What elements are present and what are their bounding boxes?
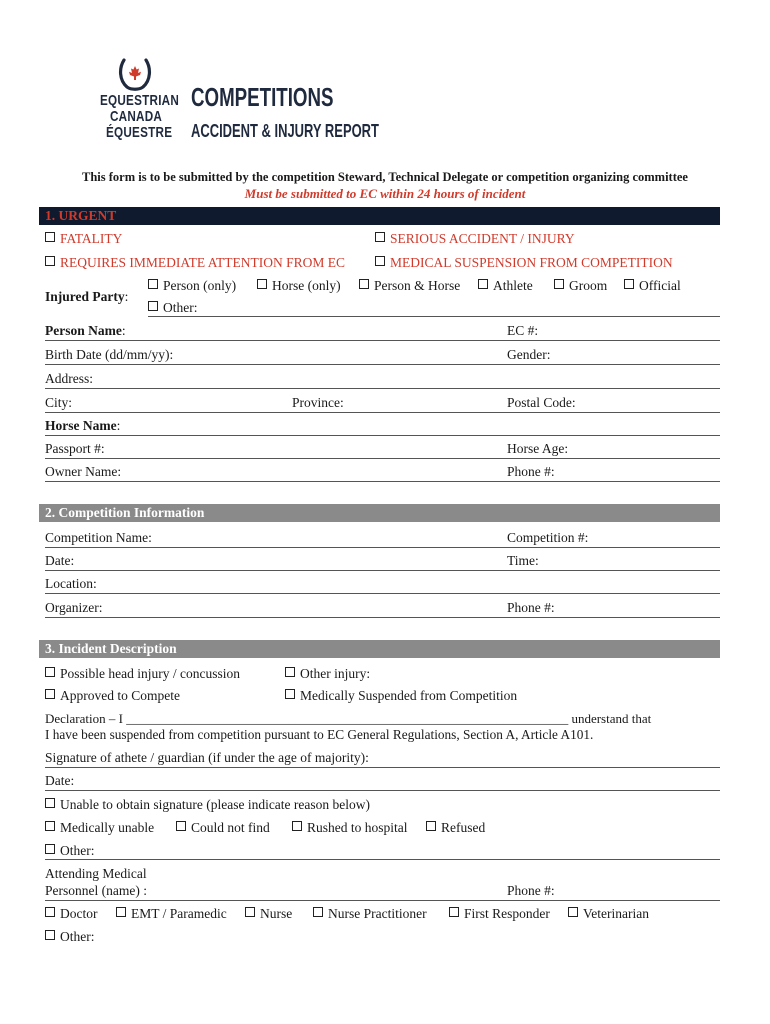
checkbox-square-icon	[554, 279, 564, 289]
competition-name-line	[45, 547, 720, 548]
personnel-other-checkbox[interactable]: Other:	[45, 929, 95, 945]
checkbox-square-icon	[359, 279, 369, 289]
competition-time-label: Time:	[507, 553, 539, 568]
serious-accident-checkbox[interactable]	[375, 231, 575, 247]
checkbox-square-icon	[148, 301, 158, 311]
party-horse-only-checkbox[interactable]: Horse (only)	[257, 278, 341, 294]
personnel-doctor-checkbox[interactable]: Doctor	[45, 906, 98, 922]
person-name-line	[45, 340, 720, 341]
checkbox-square-icon	[449, 907, 459, 917]
logo-line-3: ÉQUESTRE	[106, 124, 173, 141]
checkbox-square-icon	[45, 821, 55, 831]
signature-label: Signature of athete / guardian (if under the age of majority):	[45, 750, 369, 765]
checkbox-square-icon	[478, 279, 488, 289]
postal-code-label: Postal Code:	[507, 395, 576, 410]
declaration-line-2: I have been suspended from competition pursuant to EC General Regulations, Section A, Article A101.	[45, 727, 594, 742]
page-subtitle: ACCIDENT & INJURY REPORT	[191, 121, 379, 141]
section-1-heading	[39, 207, 720, 225]
passport-label: Passport #:	[45, 441, 105, 456]
deadline-text: Must be submitted to EC within 24 hours of incident	[244, 186, 526, 201]
competition-name-label: Competition Name:	[45, 530, 152, 545]
party-other-line	[148, 316, 720, 317]
reason-could-not-find-checkbox[interactable]: Could not find	[176, 820, 270, 836]
section-3-heading	[39, 640, 720, 658]
other-injury-checkbox[interactable]: Other injury:	[285, 666, 370, 682]
checkbox-square-icon	[624, 279, 634, 289]
checkbox-square-icon	[45, 256, 55, 266]
person-name-label: Person Name:	[45, 323, 126, 338]
checkbox-square-icon	[257, 279, 267, 289]
competition-date-label: Date:	[45, 553, 75, 568]
fatality-checkbox[interactable]	[45, 231, 122, 247]
address-line	[45, 388, 720, 389]
checkbox-square-icon	[45, 930, 55, 940]
checkbox-square-icon	[426, 821, 436, 831]
section-3-heading-label: 3. Incident Description	[45, 641, 177, 656]
passport-line	[45, 458, 720, 459]
reason-rushed-hospital-checkbox[interactable]: Rushed to hospital	[292, 820, 408, 836]
injured-party-label: Injured Party:	[45, 289, 129, 304]
declaration-line-1: Declaration – I ____________________________________________________________________ understand that	[45, 711, 652, 726]
horseshoe-maple-leaf-icon	[118, 58, 152, 92]
section-1-heading-label: 1. URGENT	[45, 208, 117, 223]
medically-suspended-checkbox[interactable]: Medically Suspended from Competition	[285, 688, 517, 704]
signature-line	[45, 767, 720, 768]
birth-date-line	[45, 364, 720, 365]
location-line	[45, 593, 720, 594]
approved-checkbox[interactable]: Approved to Compete	[45, 688, 180, 704]
serious-accident-label: SERIOUS ACCIDENT / INJURY	[390, 231, 575, 246]
party-official-checkbox[interactable]: Official	[624, 278, 681, 294]
ec-number-label: EC #:	[507, 323, 539, 338]
owner-name-line	[45, 481, 720, 482]
checkbox-square-icon	[375, 232, 385, 242]
personnel-nurse-practitioner-checkbox[interactable]: Nurse Practitioner	[313, 906, 427, 922]
checkbox-square-icon	[245, 907, 255, 917]
organizer-line	[45, 617, 720, 618]
checkbox-square-icon	[45, 907, 55, 917]
personnel-nurse-checkbox[interactable]: Nurse	[245, 906, 292, 922]
medical-suspension-label: MEDICAL SUSPENSION FROM COMPETITION	[390, 255, 673, 270]
owner-name-label: Owner Name:	[45, 464, 122, 479]
checkbox-square-icon	[45, 232, 55, 242]
city-label: City:	[45, 395, 73, 410]
checkbox-square-icon	[116, 907, 126, 917]
organizer-label: Organizer:	[45, 600, 103, 615]
checkbox-square-icon	[45, 667, 55, 677]
reason-other-line	[45, 859, 720, 860]
checkbox-square-icon	[285, 667, 295, 677]
personnel-emt-checkbox[interactable]: EMT / Paramedic	[116, 906, 227, 922]
reason-refused-checkbox[interactable]: Refused	[426, 820, 485, 836]
checkbox-square-icon	[313, 907, 323, 917]
competition-date-line	[45, 570, 720, 571]
horse-age-label: Horse Age:	[507, 441, 569, 456]
attending-phone-label: Phone #:	[507, 883, 555, 898]
instruction-text: This form is to be submitted by the competition Steward, Technical Delegate or competition organizing committee	[82, 170, 688, 184]
page-title: COMPETITIONS	[191, 82, 334, 112]
party-athlete-checkbox[interactable]: Athlete	[478, 278, 533, 294]
logo-line-1: EQUESTRIAN	[100, 92, 180, 109]
checkbox-square-icon	[176, 821, 186, 831]
birth-date-label: Birth Date (dd/mm/yy):	[45, 347, 174, 362]
province-label: Province:	[292, 395, 344, 410]
requires-attention-label: REQUIRES IMMEDIATE ATTENTION FROM EC	[60, 255, 345, 270]
reason-medically-unable-checkbox[interactable]: Medically unable	[45, 820, 154, 836]
checkbox-square-icon	[568, 907, 578, 917]
personnel-veterinarian-checkbox[interactable]: Veterinarian	[568, 906, 649, 922]
party-person-only-checkbox[interactable]: Person (only)	[148, 278, 236, 294]
city-line	[45, 412, 720, 413]
gender-label: Gender:	[507, 347, 551, 362]
personnel-first-responder-checkbox[interactable]: First Responder	[449, 906, 550, 922]
checkbox-square-icon	[45, 798, 55, 808]
party-other-checkbox[interactable]: Other:	[148, 300, 198, 316]
section-2-heading	[39, 504, 720, 522]
reason-other-checkbox[interactable]: Other:	[45, 843, 95, 859]
signature-date-label: Date:	[45, 773, 75, 788]
organizer-phone-label: Phone #:	[507, 600, 555, 615]
competition-number-label: Competition #:	[507, 530, 589, 545]
checkbox-square-icon	[45, 844, 55, 854]
checkbox-square-icon	[148, 279, 158, 289]
checkbox-square-icon	[375, 256, 385, 266]
checkbox-square-icon	[285, 689, 295, 699]
attending-line-2: Personnel (name) :	[45, 883, 147, 898]
horse-name-line	[45, 435, 720, 436]
fatality-label: FATALITY	[60, 231, 123, 246]
address-label: Address:	[45, 371, 93, 386]
unable-signature-checkbox[interactable]: Unable to obtain signature (please indicate reason below)	[45, 797, 370, 813]
attending-line-1: Attending Medical	[45, 866, 147, 881]
signature-date-line	[45, 790, 720, 791]
requires-attention-checkbox[interactable]	[45, 255, 345, 271]
horse-name-label: Horse Name:	[45, 418, 121, 433]
location-label: Location:	[45, 576, 97, 591]
head-injury-checkbox[interactable]: Possible head injury / concussion	[45, 666, 240, 682]
attending-line	[45, 900, 720, 901]
checkbox-square-icon	[45, 689, 55, 699]
section-2-heading-label: 2. Competition Information	[45, 505, 205, 520]
party-person-horse-checkbox[interactable]: Person & Horse	[359, 278, 460, 294]
party-groom-checkbox[interactable]: Groom	[554, 278, 607, 294]
medical-suspension-checkbox[interactable]	[375, 255, 673, 271]
owner-phone-label: Phone #:	[507, 464, 555, 479]
logo-line-2: CANADA	[110, 108, 163, 125]
checkbox-square-icon	[292, 821, 302, 831]
